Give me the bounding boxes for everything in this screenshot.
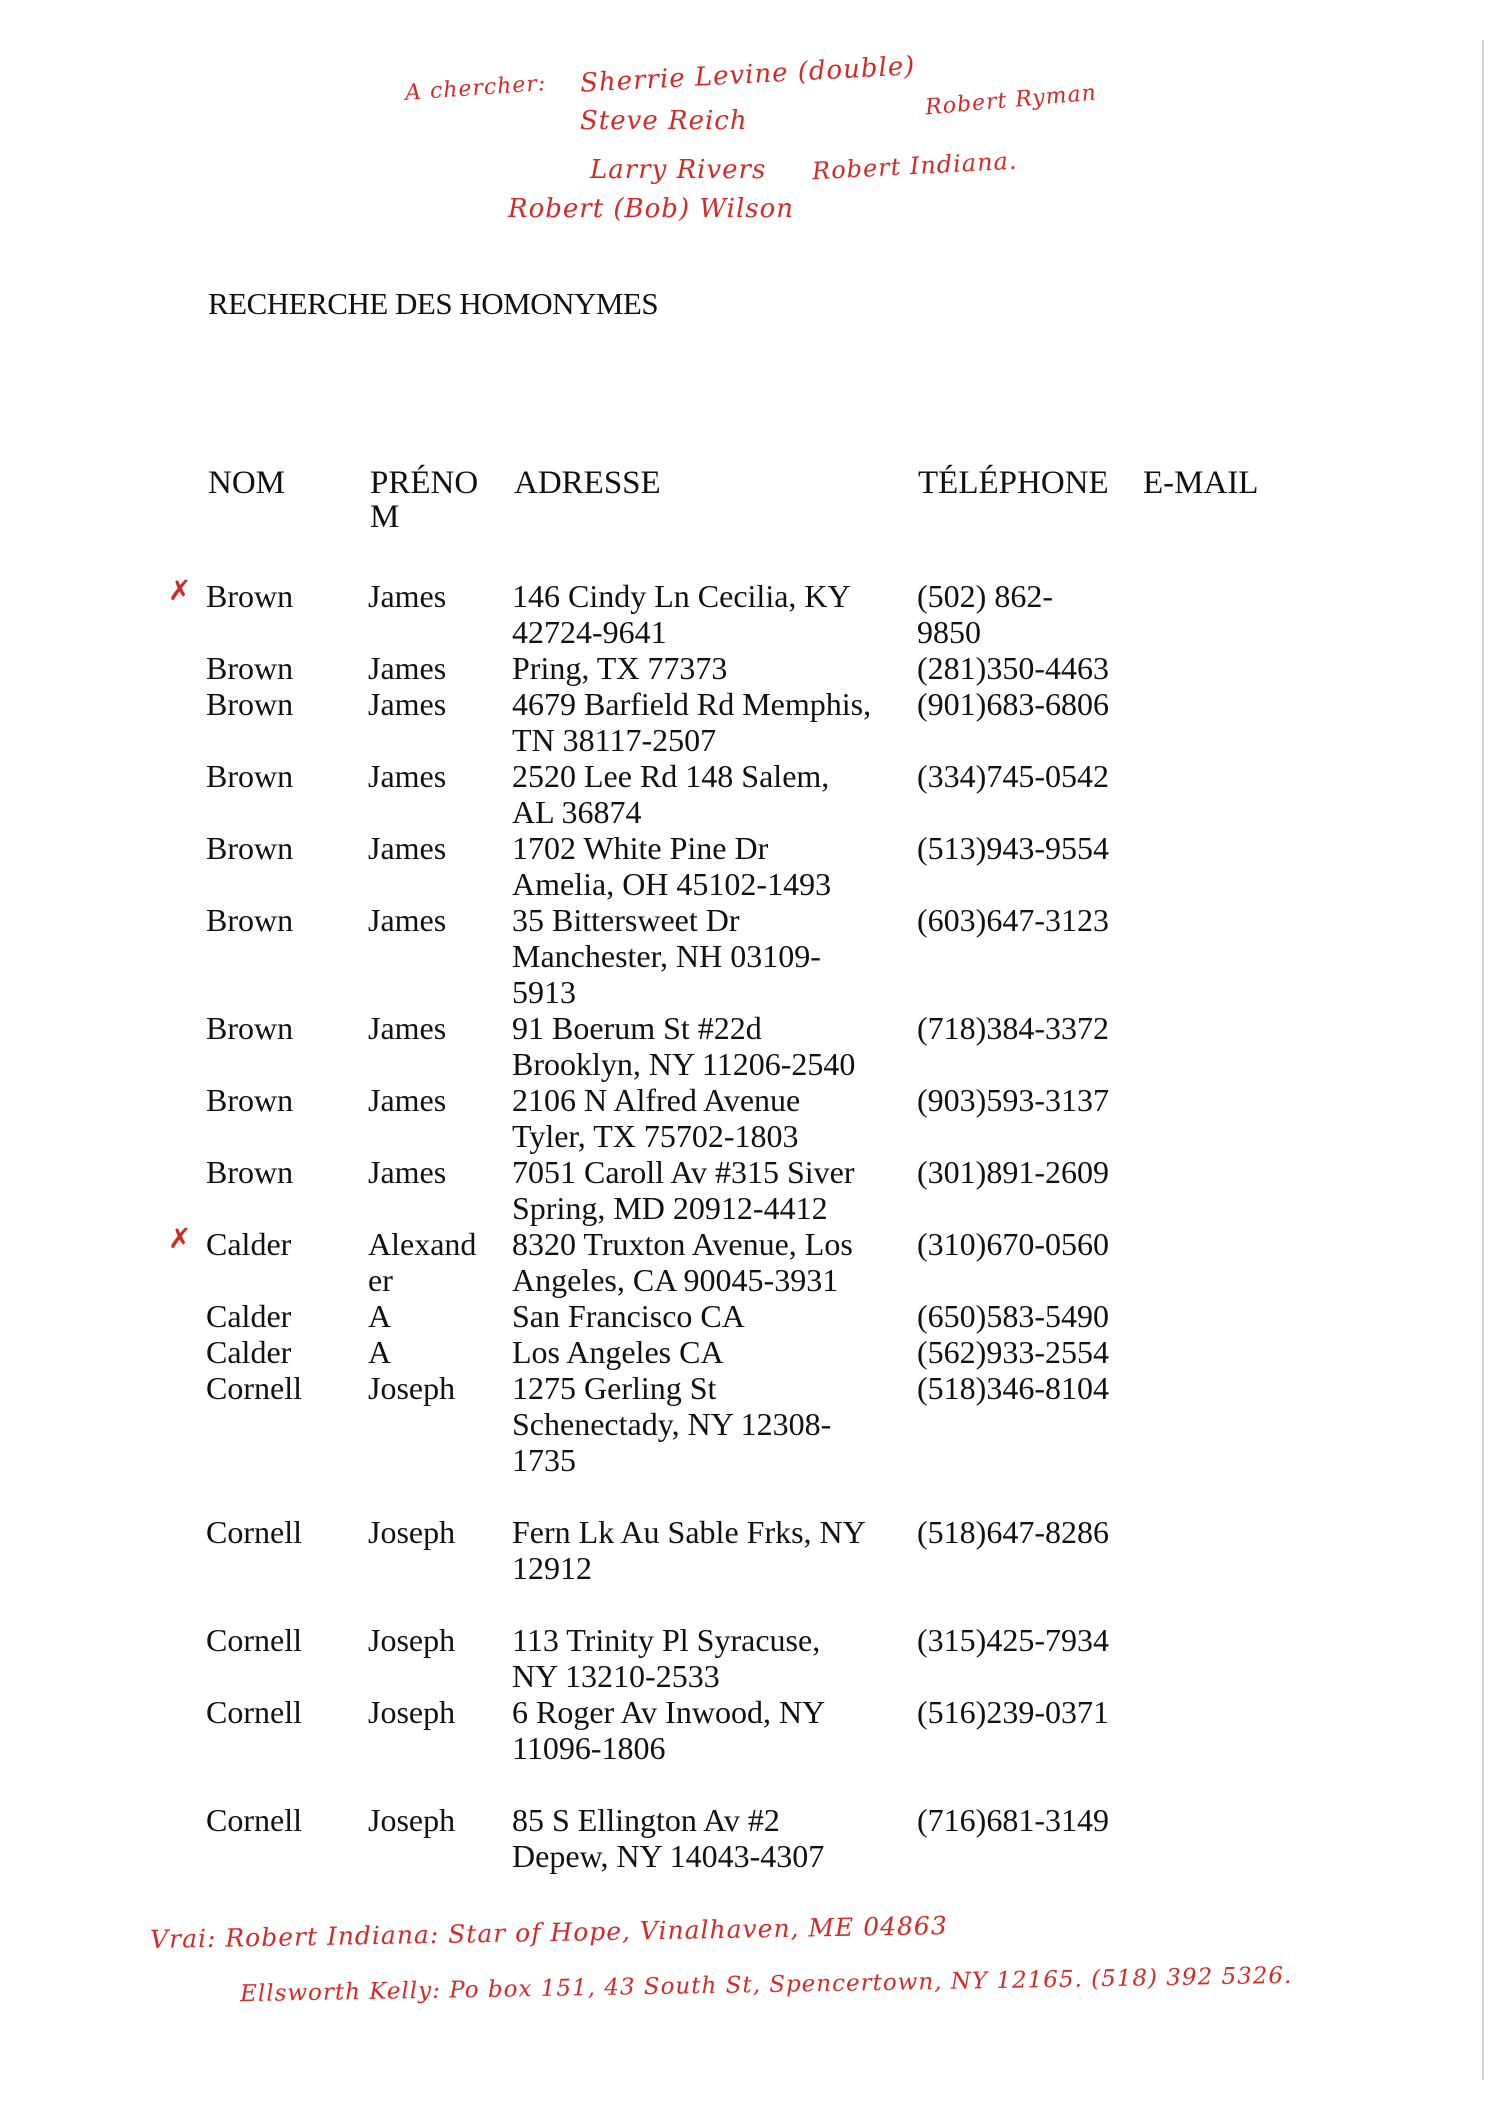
handwritten-a-chercher: A chercher:: [404, 71, 548, 106]
cell-prenom: James: [368, 578, 447, 614]
cell-prenom: James: [368, 830, 447, 866]
handwritten-footer-line-1: Vrai: Robert Indiana: Star of Hope, Vinalhaven, ME 04863: [149, 1911, 948, 1954]
cell-telephone: (315)425-7934: [917, 1622, 1109, 1658]
column-header-prenom: PRÉNO M: [370, 465, 479, 535]
cell-adresse: 113 Trinity Pl Syracuse, NY 13210-2533: [512, 1622, 821, 1694]
handwritten-name-1: Sherrie Levine (double): [579, 51, 917, 99]
cell-adresse: 2520 Lee Rd 148 Salem, AL 36874: [512, 758, 830, 830]
cell-telephone: (310)670-0560: [917, 1226, 1109, 1262]
cell-adresse: 8320 Truxton Avenue, Los Angeles, CA 90045-3931: [512, 1226, 853, 1298]
cell-prenom: Joseph: [368, 1370, 456, 1406]
cell-telephone: (502) 862- 9850: [917, 578, 1053, 650]
cell-nom: Brown: [206, 686, 294, 722]
handwritten-name-5: Robert Indiana.: [811, 146, 1019, 186]
cell-telephone: (603)647-3123: [917, 902, 1109, 938]
cell-nom: Brown: [206, 758, 294, 794]
cell-prenom: James: [368, 1082, 447, 1118]
cell-adresse: 1275 Gerling St Schenectady, NY 12308- 1735: [512, 1370, 832, 1478]
cell-adresse: Los Angeles CA: [512, 1334, 724, 1370]
cell-telephone: (281)350-4463: [917, 650, 1109, 686]
cell-nom: Cornell: [206, 1514, 302, 1550]
cell-nom: Calder: [206, 1298, 292, 1334]
cell-nom: Cornell: [206, 1802, 302, 1838]
red-check-mark-icon: ✗: [168, 574, 192, 607]
cell-prenom: James: [368, 686, 447, 722]
cell-prenom: James: [368, 1010, 447, 1046]
cell-prenom: James: [368, 1154, 447, 1190]
column-header-telephone: TÉLÉPHONE: [918, 465, 1109, 501]
cell-adresse: 6 Roger Av Inwood, NY 11096-1806: [512, 1694, 826, 1766]
cell-adresse: 91 Boerum St #22d Brooklyn, NY 11206-2540: [512, 1010, 856, 1082]
cell-adresse: Fern Lk Au Sable Frks, NY 12912: [512, 1514, 866, 1586]
cell-adresse: 7051 Caroll Av #315 Siver Spring, MD 20912-4412: [512, 1154, 855, 1226]
cell-nom: Calder: [206, 1226, 292, 1262]
handwritten-name-6: Robert (Bob) Wilson: [508, 194, 794, 224]
cell-adresse: 85 S Ellington Av #2 Depew, NY 14043-4307: [512, 1802, 825, 1874]
cell-telephone: (650)583-5490: [917, 1298, 1109, 1334]
cell-prenom: Joseph: [368, 1694, 456, 1730]
column-header-nom: NOM: [208, 465, 286, 501]
cell-adresse: 4679 Barfield Rd Memphis, TN 38117-2507: [512, 686, 872, 758]
cell-prenom: A: [368, 1334, 392, 1370]
cell-telephone: (301)891-2609: [917, 1154, 1109, 1190]
cell-adresse: Pring, TX 77373: [512, 650, 728, 686]
document-title: RECHERCHE DES HOMONYMES: [208, 286, 659, 321]
cell-nom: Cornell: [206, 1370, 302, 1406]
cell-nom: Brown: [206, 1082, 294, 1118]
cell-prenom: James: [368, 902, 447, 938]
cell-prenom: Joseph: [368, 1514, 456, 1550]
cell-nom: Cornell: [206, 1622, 302, 1658]
cell-telephone: (518)346-8104: [917, 1370, 1109, 1406]
cell-prenom: Alexand er: [368, 1226, 477, 1298]
cell-telephone: (334)745-0542: [917, 758, 1109, 794]
cell-telephone: (716)681-3149: [917, 1802, 1109, 1838]
cell-nom: Brown: [206, 1010, 294, 1046]
cell-prenom: Joseph: [368, 1802, 456, 1838]
column-header-email: E-MAIL: [1143, 465, 1259, 501]
cell-telephone: (903)593-3137: [917, 1082, 1109, 1118]
cell-adresse: 146 Cindy Ln Cecilia, KY 42724-9641: [512, 578, 851, 650]
cell-prenom: James: [368, 650, 447, 686]
cell-adresse: San Francisco CA: [512, 1298, 745, 1334]
cell-telephone: (518)647-8286: [917, 1514, 1109, 1550]
cell-nom: Brown: [206, 830, 294, 866]
cell-telephone: (562)933-2554: [917, 1334, 1109, 1370]
column-header-adresse: ADRESSE: [514, 465, 661, 501]
cell-nom: Brown: [206, 1154, 294, 1190]
cell-telephone: (718)384-3372: [917, 1010, 1109, 1046]
cell-nom: Brown: [206, 902, 294, 938]
cell-nom: Brown: [206, 578, 294, 614]
handwritten-footer-line-2: Ellsworth Kelly: Po box 151, 43 South St, Spencertown, NY 12165. (518) 392 5326.: [239, 1962, 1293, 2008]
cell-prenom: A: [368, 1298, 392, 1334]
cell-adresse: 1702 White Pine Dr Amelia, OH 45102-1493: [512, 830, 832, 902]
cell-adresse: 35 Bittersweet Dr Manchester, NH 03109- 5913: [512, 902, 821, 1010]
red-check-mark-icon: ✗: [168, 1222, 192, 1255]
cell-nom: Brown: [206, 650, 294, 686]
cell-prenom: Joseph: [368, 1622, 456, 1658]
handwritten-name-4: Larry Rivers: [590, 155, 767, 185]
handwritten-name-2: Steve Reich: [580, 106, 748, 136]
cell-telephone: (516)239-0371: [917, 1694, 1109, 1730]
cell-telephone: (901)683-6806: [917, 686, 1109, 722]
cell-telephone: (513)943-9554: [917, 830, 1109, 866]
handwritten-name-3: Robert Ryman: [924, 80, 1098, 121]
cell-prenom: James: [368, 758, 447, 794]
cell-nom: Cornell: [206, 1694, 302, 1730]
cell-nom: Calder: [206, 1334, 292, 1370]
cell-adresse: 2106 N Alfred Avenue Tyler, TX 75702-1803: [512, 1082, 801, 1154]
